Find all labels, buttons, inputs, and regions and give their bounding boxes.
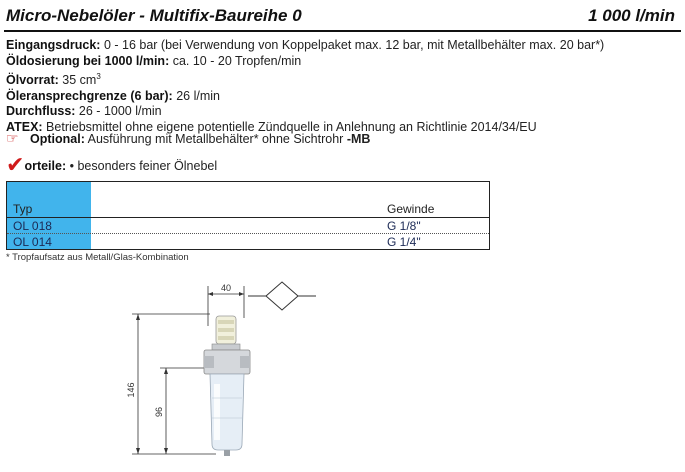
table-cell-typ: OL 014: [13, 235, 52, 249]
oiler-symbol-icon: [266, 282, 298, 310]
dimension-arrow: [164, 448, 168, 454]
table-header-divider: [7, 217, 489, 218]
flow-rate: 1 000 l/min: [588, 6, 675, 25]
spec-row-oeleransprechgrenze: Öleransprechgrenze (6 bar): 26 l/min: [6, 88, 220, 103]
pointing-hand-icon: ☞: [6, 130, 19, 146]
optional-note: ☞ Optional: Ausführung mit Metallbehälter* ohne Sichtrohr -MB: [6, 130, 371, 146]
dimension-arrow: [136, 314, 140, 320]
spec-row-durchfluss: Durchfluss: 26 - 1000 l/min: [6, 104, 162, 119]
table-row-divider: [7, 233, 489, 234]
dimension-arrow: [208, 292, 213, 296]
footnote: * Tropfaufsatz aus Metall/Glas-Kombination: [6, 252, 189, 263]
spec-row-atex: ATEX: Betriebsmittel ohne eigene potentielle Zündquelle in Anlehnung an Richtlinie 2014/34/EU: [6, 119, 537, 134]
dimension-arrow: [164, 368, 168, 374]
table-cell-gewinde: G 1/8": [387, 219, 421, 233]
dimension-lower-label: 96: [154, 406, 164, 418]
dimension-total-label: 146: [126, 382, 136, 398]
spec-list: [6, 38, 604, 135]
table-cell-typ: OL 018: [13, 219, 52, 233]
checkmark-icon: ✔: [6, 152, 25, 177]
dimension-width-label: 40: [220, 283, 232, 293]
dimension-arrow: [136, 448, 140, 454]
column-header-typ: Typ: [13, 202, 33, 216]
technical-drawing: [120, 278, 340, 464]
vorteile-note: ✔orteile: • besonders feiner Ölnebel: [6, 152, 218, 177]
oiler-illustration: [204, 316, 250, 456]
column-header-gewinde: Gewinde: [387, 202, 435, 216]
table-cell-gewinde: G 1/4": [387, 235, 421, 249]
dimension-arrow: [239, 292, 244, 296]
product-table: [6, 181, 490, 250]
page-title: Micro-Nebelöler - Multifix-Baureihe 0: [6, 6, 302, 25]
page-header: [4, 2, 681, 32]
spec-row-oelvorrat: Ölvorrat: 35 $cm^3$: [6, 72, 101, 88]
spec-row-oeldosierung: Öldosierung bei 1000 l/min: ca. 10 - 20 Tropfen/min: [6, 53, 302, 68]
spec-row-eingangsdruck: Eingangsdruck: 0 - 16 bar (bei Verwendung von Koppelpaket max. 12 bar, mit Metallbehälter max. 20 bar*): [6, 38, 605, 52]
